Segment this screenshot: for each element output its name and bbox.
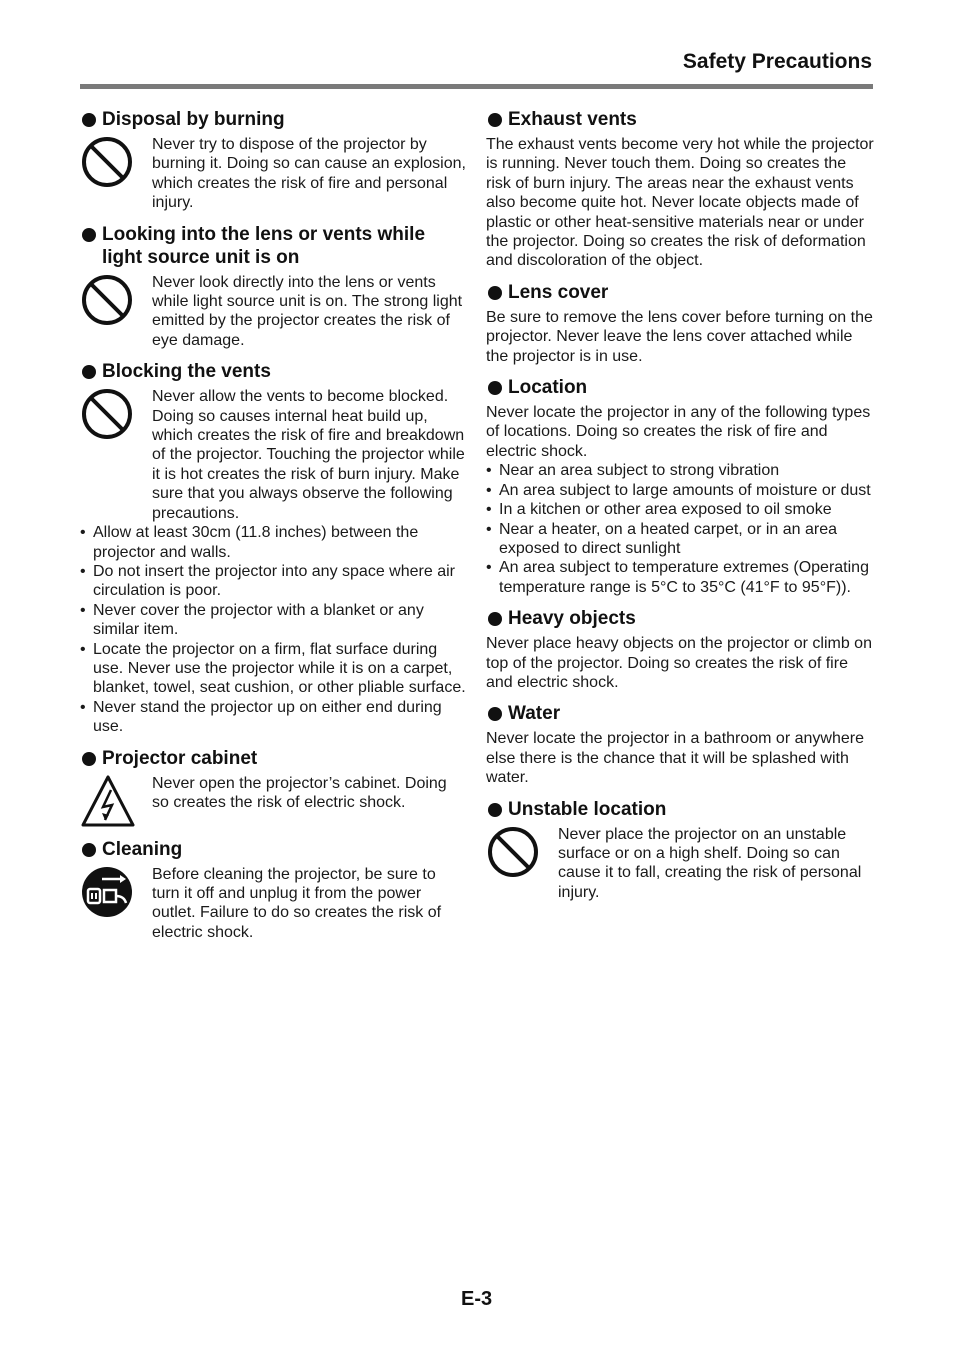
section-title: Disposal by burning [102, 109, 285, 130]
page-number: E-3 [461, 1288, 493, 1310]
prohibition-icon [80, 387, 152, 441]
section-text: The exhaust vents become very hot while the projector is running. Never touch them. Doing so creates the risk of burn injury. The areas near the exhaust vents also become quite hot. Never locate objects made of plastic or other heat-sensitive materials near or under the projector. Doing so creates the risk of deformation and discoloration of the object. [486, 136, 874, 270]
bullet-dot-icon [488, 707, 502, 721]
section-text: Never allow the vents to become blocked. Doing so causes internal heat build up, which creates the risk of fire and breakdown of the projector. Touching the projector while it is hot creates the risk of burn injury. Make sure that you always observe the following precautions. [152, 388, 465, 522]
prohibition-icon [80, 135, 152, 189]
section-exhaust-vents [486, 108, 874, 271]
section-cleaning [80, 838, 466, 943]
section-text: Never locate the projector in any of the following types of locations. Doing so creates the risk of fire and electric shock. [486, 404, 871, 460]
left-column [80, 108, 466, 952]
electric-shock-warning-icon [80, 774, 152, 828]
bullet-dot-icon [82, 113, 96, 127]
section-text: Never try to dispose of the projector by burning it. Doing so can cause an explosion, which creates the risk of fire and personal injury. [152, 136, 466, 212]
section-text: Before cleaning the projector, be sure to turn it off and unplug it from the power outlet. Failure to do so creates the risk of electric shock. [152, 865, 442, 941]
list-item: • Never stand the projector up on either end during use. [80, 698, 466, 737]
bullet-dot-icon [488, 381, 502, 395]
bullet-dot-icon [488, 803, 502, 817]
section-text: Never look directly into the lens or vents while light source unit is on. The strong light emitted by the projector creates the risk of eye damage. [152, 273, 463, 349]
section-title: Blocking the vents [102, 361, 271, 383]
section-projector-cabinet [80, 747, 466, 828]
section-title: Cleaning [102, 838, 183, 860]
section-heavy-objects [486, 607, 874, 692]
unplug-icon [80, 865, 152, 919]
section-title: Unstable location [508, 798, 667, 820]
section-title: Projector cabinet [102, 747, 258, 769]
section-title: Lens cover [508, 281, 609, 303]
section-text: Never place heavy objects on the projector or climb on top of the projector. Doing so creates the risk of fire and electric shock. [486, 635, 872, 691]
list-item: • An area subject to large amounts of moisture or dust [486, 481, 874, 500]
right-column [486, 108, 874, 912]
page-header-title: Safety Precautions [682, 50, 872, 73]
bullet-dot-icon [82, 752, 96, 766]
bullet-dot-icon [82, 228, 96, 242]
list-item: • Near a heater, on a heated carpet, or in an area exposed to direct sunlight [486, 520, 874, 559]
section-title: Looking into the lens or vents while light source unit is on [102, 223, 426, 268]
section-blocking-the-vents [80, 360, 466, 736]
list-item: • Near an area subject to strong vibration [486, 461, 874, 480]
bullet-dot-icon [488, 612, 502, 626]
prohibition-icon [486, 825, 558, 879]
section-water [486, 702, 874, 787]
list-item: • In a kitchen or other area exposed to oil smoke [486, 500, 874, 519]
section-title: Location [508, 377, 588, 399]
section-title: Heavy objects [508, 608, 636, 630]
location-list [486, 461, 874, 597]
section-title: Water [508, 703, 561, 725]
bullet-dot-icon [488, 113, 502, 127]
section-lens-cover [486, 281, 874, 366]
list-item: • Never cover the projector with a blanket or any similar item. [80, 601, 466, 640]
prohibition-icon [80, 273, 152, 327]
precaution-list [80, 523, 466, 736]
bullet-dot-icon [82, 843, 96, 857]
list-item: • An area subject to temperature extremes (Operating temperature range is 5°C to 35°C (41°F to 95°F)). [486, 558, 874, 597]
section-looking-into-lens [80, 223, 466, 351]
list-item: • Allow at least 30cm (11.8 inches) between the projector and walls. [80, 523, 466, 562]
section-text: Be sure to remove the lens cover before turning on the projector. Never leave the lens cover attached while the projector is in use. [486, 308, 873, 365]
section-unstable-location [486, 798, 874, 903]
header-rule [80, 84, 873, 89]
section-text: Never place the projector on an unstable surface or on a high shelf. Doing so can cause it to fall, creating the risk of personal injury. [558, 825, 862, 901]
section-text: Never locate the projector in a bathroom or anywhere else there is the chance that it will be splashed with water. [486, 730, 864, 787]
section-location [486, 376, 874, 597]
list-item: • Do not insert the projector into any space where air circulation is poor. [80, 562, 466, 601]
list-item: • Locate the projector on a firm, flat surface during use. Never use the projector while it is on a carpet, blanket, towel, seat cushion, or other pliable surface. [80, 640, 466, 698]
section-disposal-by-burning [80, 108, 466, 213]
bullet-dot-icon [488, 286, 502, 300]
section-text: Never open the projector’s cabinet. Doing so creates the risk of electric shock. [152, 774, 447, 811]
bullet-dot-icon [82, 365, 96, 379]
section-title: Exhaust vents [508, 109, 637, 130]
